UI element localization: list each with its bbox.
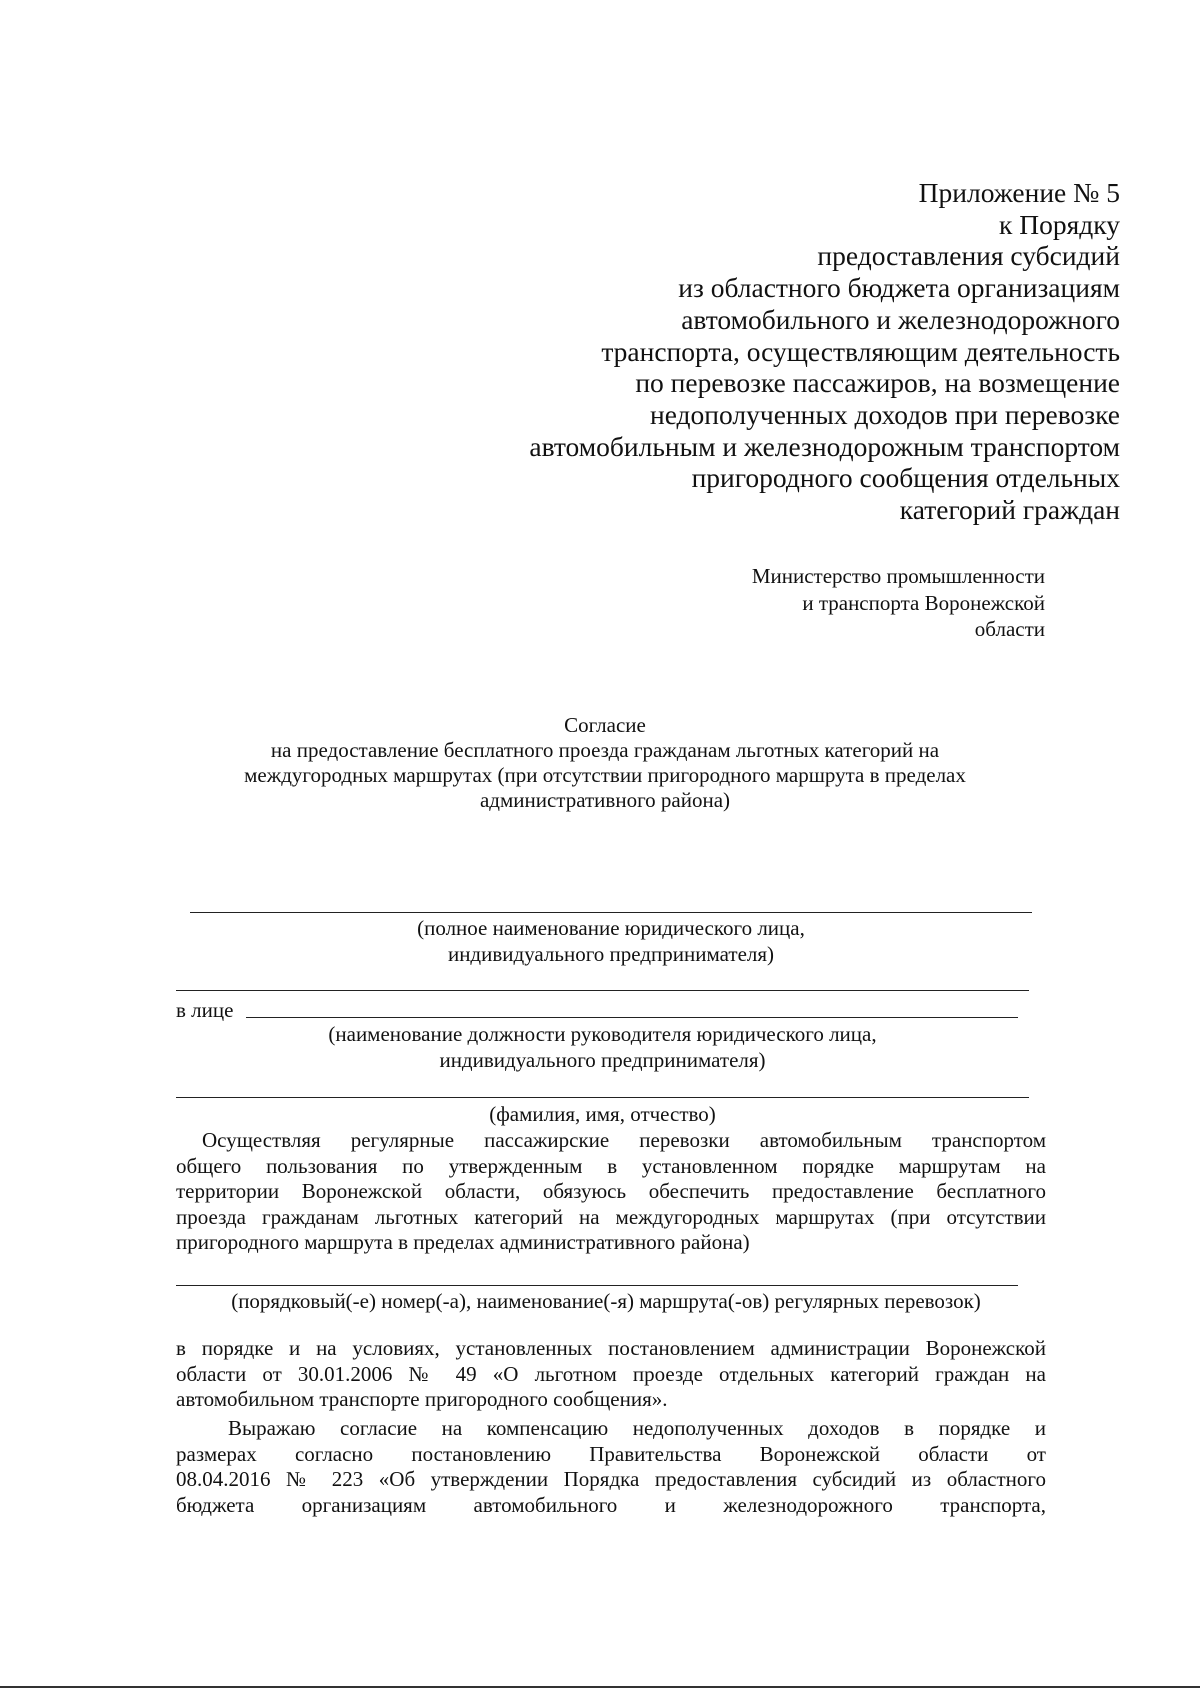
document-title (190, 713, 1020, 813)
full-name-caption: (фамилия, имя, отчество) (489, 1102, 716, 1126)
entity-caption (190, 915, 1032, 967)
header-line: транспорта, осуществляющим деятельность (601, 335, 1120, 367)
title-line: на предоставление бесплатного проезда гражданам льготных категорий на (270, 738, 940, 762)
paragraph-line: Выражаю согласие на компенсацию недополученных доходов в порядке и (228, 1416, 1046, 1440)
paragraph-line: пригородного маршрута в пределах административного района) (176, 1230, 750, 1254)
paragraph-line: бюджета организациям автомобильного и железнодорожного транспорта, (176, 1492, 1046, 1517)
paragraph-obligation (176, 1128, 1046, 1256)
routes-line[interactable] (176, 1285, 1018, 1286)
paragraph-line: общего пользования по утвержденным в установленном порядке маршрутам на (176, 1153, 1046, 1178)
position-caption (176, 1021, 1029, 1073)
title-line: административного района) (479, 788, 731, 812)
addressee-line: области (974, 617, 1045, 641)
addressee-block (752, 563, 1045, 643)
paragraph-line: автомобильном транспорте пригородного сообщения». (176, 1387, 668, 1411)
header-line: Приложение № 5 (918, 177, 1120, 208)
caption-line: (наименование должности руководителя юридического лица, (328, 1022, 877, 1046)
header-line: к Порядку (999, 208, 1120, 240)
paragraph-line: в порядке и на условиях, установленных постановлением администрации Воронежской (176, 1336, 1046, 1360)
position-line[interactable] (246, 1017, 1018, 1018)
paragraph-terms (176, 1336, 1046, 1413)
addressee-line: и транспорта Воронежской (802, 590, 1045, 615)
paragraph-line: территории Воронежской области, обязуюсь обеспечить предоставление бесплатного (176, 1179, 1046, 1203)
header-line: предоставления субсидий (817, 240, 1120, 272)
paragraph-line: проезда гражданам льготных категорий на междугородных маршрутах (при отсутствии (176, 1204, 1046, 1229)
caption-line: (полное наименование юридического лица, (417, 916, 805, 940)
paragraph-line: области от 30.01.2006 № 49 «О льготном проезде отдельных категорий граждан на (176, 1361, 1046, 1386)
paragraph-line: размерах согласно постановлению Правительства Воронежской области от (176, 1441, 1046, 1466)
entity-name-line-2[interactable] (176, 990, 1029, 991)
header-line: категорий граждан (899, 494, 1120, 526)
addressee-line: Министерство промышленности (751, 564, 1045, 588)
header-line: из областного бюджета организациям (678, 272, 1120, 304)
in-person-label: в лице (176, 998, 234, 1022)
entity-name-line[interactable] (190, 912, 1032, 913)
caption-line: индивидуального предпринимателя) (447, 942, 775, 966)
full-name-line[interactable] (176, 1097, 1029, 1098)
appendix-header (529, 177, 1120, 526)
title-heading: Согласие (564, 713, 646, 737)
routes-caption: (порядковый(-е) номер(-а), наименование(-я) маршрута(-ов) регулярных перевозок) (231, 1289, 981, 1313)
header-line: недополученных доходов при перевозке (650, 398, 1120, 430)
paragraph-line: Осуществляя регулярные пассажирские перевозки автомобильным транспортом (202, 1128, 1046, 1152)
caption-line: индивидуального предпринимателя) (439, 1048, 766, 1072)
paragraph-consent (176, 1416, 1046, 1518)
header-line: пригородного сообщения отдельных (691, 462, 1120, 494)
header-line: автомобильного и железнодорожного (681, 303, 1120, 335)
header-line: по перевозке пассажиров, на возмещение (635, 367, 1120, 399)
title-line: междугородных маршрутах (при отсутствии пригородного маршрута в пределах (244, 763, 966, 787)
page-bottom-edge (0, 1686, 1200, 1688)
header-line: автомобильным и железнодорожным транспортом (529, 430, 1120, 462)
paragraph-line: 08.04.2016 № 223 «Об утверждении Порядка предоставления субсидий из областного (176, 1467, 1046, 1491)
